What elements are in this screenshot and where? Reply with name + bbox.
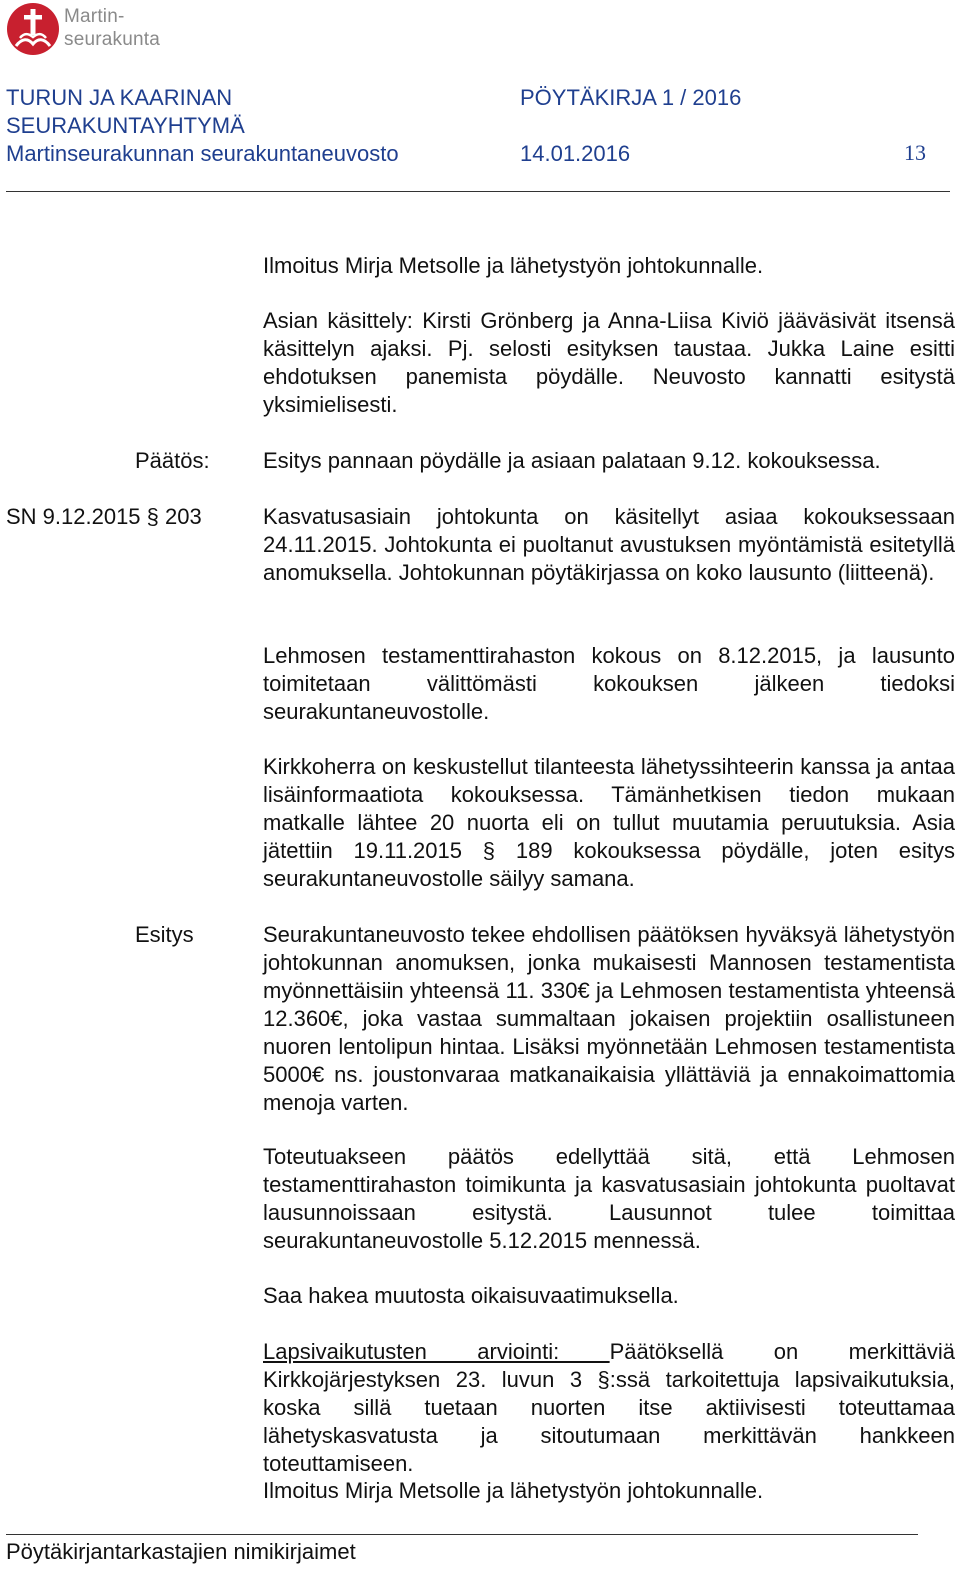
church-emblem-icon	[6, 2, 60, 56]
logo-line-1: Martin-	[64, 6, 125, 27]
notice-paragraph-bottom: Ilmoitus Mirja Metsolle ja lähetystyön johtokunnalle.	[263, 1478, 764, 1503]
testament-fund-paragraph: Lehmosen testamenttirahaston kokous on 8.12.2015, ja lausunto toimitetaan välittömästi kokouksen jälkeen tiedoksi seurakuntaneuvostolle.	[263, 643, 955, 724]
meeting-section-label: SN 9.12.2015 § 203	[6, 504, 202, 529]
meeting-date: 14.01.2016	[520, 141, 631, 166]
logo-wordmark	[64, 5, 160, 51]
child-impact-label: Lapsivaikutusten arviointi:	[263, 1339, 610, 1364]
page-number: 13	[904, 140, 926, 165]
header-divider	[6, 191, 950, 192]
child-impact-paragraph	[263, 1338, 955, 1478]
conditions-paragraph: Toteutuakseen päätös edellyttää sitä, että Lehmosen testamenttirahaston toimikunta ja kasvatusasiain johtokunta puoltavat lausunnoissaan esitystä. Lausunnot tulee toimittaa seurakuntaneuvostolle 5.12.2015 mennessä.	[263, 1144, 955, 1253]
logo-line-2: seurakunta	[64, 29, 161, 50]
decision-text: Esitys pannaan pöydälle ja asiaan palataan 9.12. kokouksessa.	[263, 448, 881, 473]
org-name-line-2: SEURAKUNTAYHTYMÄ	[6, 113, 245, 138]
handling-paragraph: Asian käsittely: Kirsti Grönberg ja Anna-Liisa Kiviö jääväsivät itsensä käsittelyn ajaksi. Pj. selosti esityksen taustaa. Jukka Laine esitti ehdotuksen panemista pöydälle. Neuvosto kannatti esitystä yksimielisesti.	[263, 308, 955, 417]
org-name-line-1: TURUN JA KAARINAN	[6, 85, 233, 110]
proposal-paragraph: Seurakuntaneuvosto tekee ehdollisen päätöksen hyväksyä lähetystyön johtokunnan anomuksen, jonka mukaisesti Mannosen testamentista myönnettäisiin yhteensä 11. 330€ ja Lehmosen testamentista yhteensä 12.360€, joka vastaa summaltaan jokaisen projektiin osallistuneen nuoren lentolipun hintaa. Lisäksi myönnetään Lehmosen testamentista 5000€ ns. joustonvaraa matkanaikaisia yllättäviä ja ennakoimattomia menoja varten.	[263, 922, 955, 1115]
child-impact-text: Päätöksellä on merkittäviä Kirkkojärjestyksen 23. luvun 3 §:ssä tarkoitettuja lapsivaikutuksia, koska sillä tuetaan nuorten itse aktiivisesti toteuttamaa lähetyskasvatusta ja sitoutumaan merkittävän hankkeen toteuttamiseen.	[263, 1339, 956, 1476]
notice-paragraph-top: Ilmoitus Mirja Metsolle ja lähetystyön johtokunnalle.	[263, 253, 764, 278]
vicar-paragraph: Kirkkoherra on keskustellut tilanteesta lähetyssihteerin kanssa ja antaa lisäinformaatiota kokouksessa. Tämänhetkisen tiedon mukaan matkalle lähtee 20 nuorta eli on tullut muutamia peruutuksia. Asia jätettiin 19.11.2015 § 189 kokouksessa pöydälle, joten esitys seurakuntaneuvostolle säilyy samana.	[263, 754, 955, 891]
signature-initials-label: Pöytäkirjantarkastajien nimikirjaimet	[6, 1539, 356, 1564]
appeal-paragraph: Saa hakea muutosta oikaisuvaatimuksella.	[263, 1283, 679, 1308]
education-board-paragraph: Kasvatusasiain johtokunta on käsitellyt asiaa kokouksessaan 24.11.2015. Johtokunta ei puoltanut avustuksen myöntämistä esitetyllä anomuksella. Johtokunnan pöytäkirjassa on koko lausunto (liitteenä).	[263, 504, 955, 585]
martinseurakunta-logo	[6, 2, 196, 58]
document-title: PÖYTÄKIRJA 1 / 2016	[520, 85, 742, 110]
footer-divider	[6, 1534, 918, 1535]
proposal-label: Esitys	[135, 922, 194, 947]
decision-label: Päätös:	[135, 448, 210, 473]
body-name: Martinseurakunnan seurakuntaneuvosto	[6, 141, 399, 166]
